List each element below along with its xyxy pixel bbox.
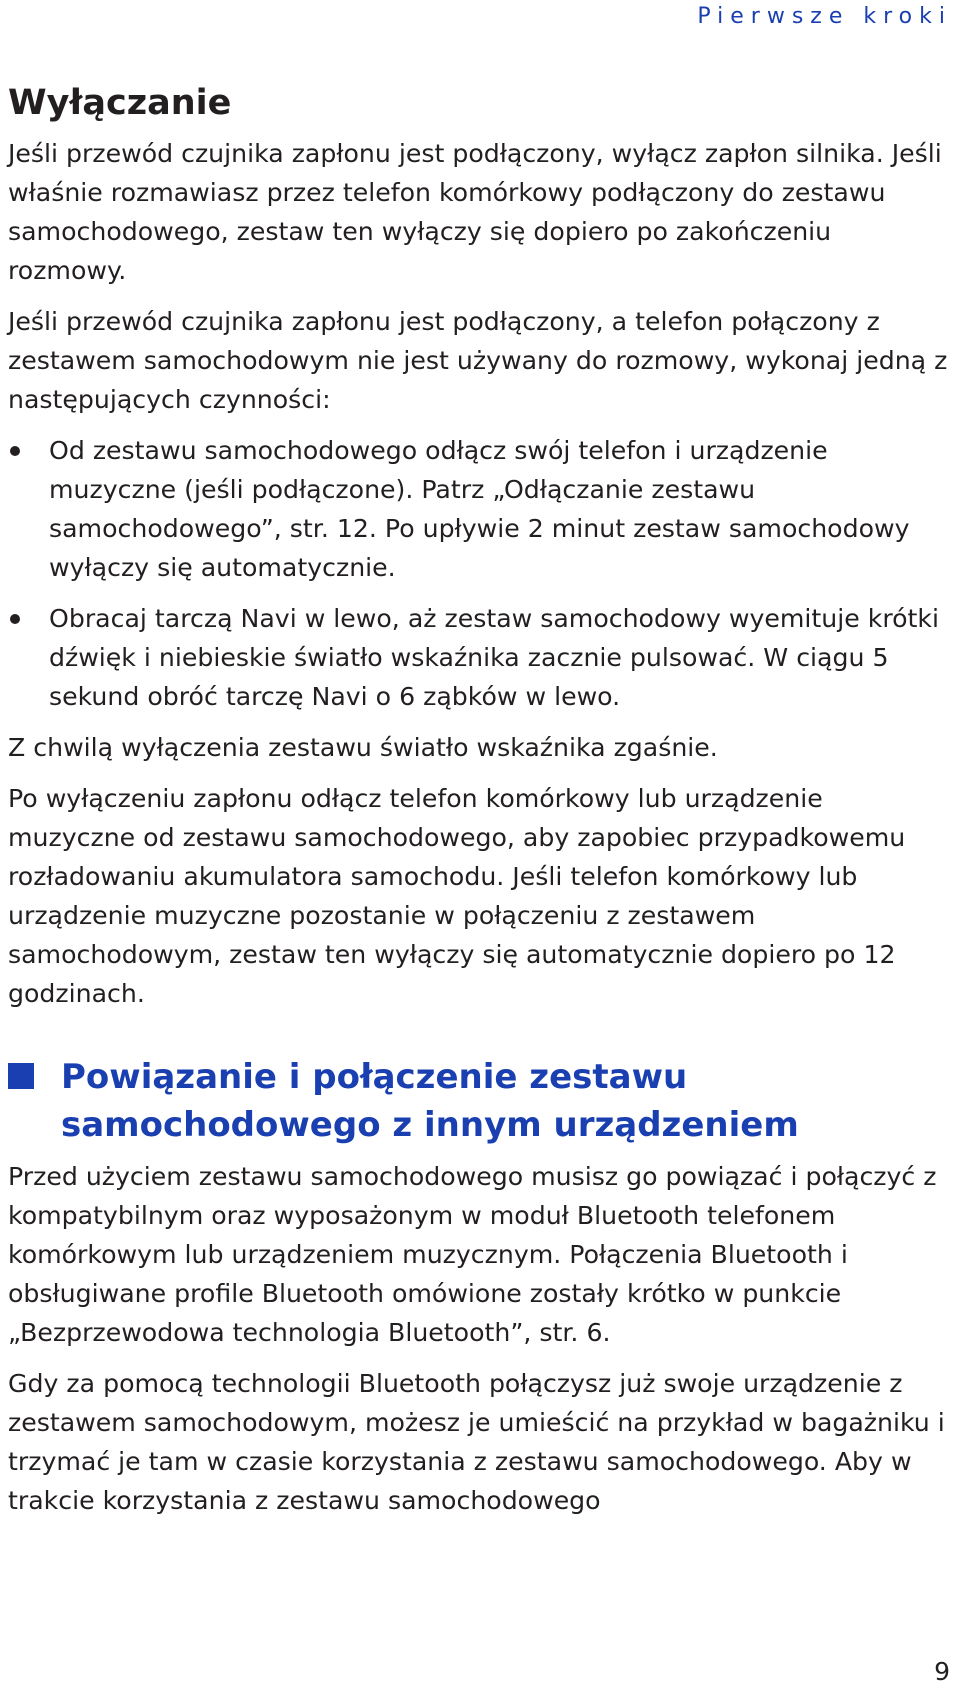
paragraph-disconnect-advice: Po wyłączeniu zapłonu odłącz telefon komórkowy lub urządzenie muzyczne od zestawu samochodowego, aby zapobiec przypadkowemu rozładowaniu akumulatora samochodu. Jeśli telefon komórkowy lub urządzenie muzyczne pozostanie w połączeniu z zestawem samochodowym, zestaw ten wyłączy się automatycznie dopiero po 12 godzinach. bbox=[8, 784, 906, 1008]
list-item-text: Od zestawu samochodowego odłącz swój telefon i urządzenie muzyczne (jeśli podłączone). Patrz „Odłączanie zestawu samochodowego”, str. 12. Po upływie 2 minut zestaw samochodowy wyłączy się automatycznie. bbox=[49, 436, 910, 582]
paragraph-pairing-usage: Gdy za pomocą technologii Bluetooth połączysz już swoje urządzenie z zestawem samochodowym, możesz je umieścić na przykład w bagażniku i trzymać je tam w czasie korzystania z zestawu samochodowego. Aby w trakcie korzystania z zestawu samochodowego bbox=[8, 1369, 945, 1515]
section-heading-text: Powiązanie i połączenie zestawu samochodowego z innym urządzeniem bbox=[61, 1057, 799, 1145]
list-item bbox=[8, 599, 954, 716]
section-heading-pairing bbox=[8, 1053, 954, 1149]
list-item bbox=[8, 431, 954, 587]
list-item-text: Obracaj tarczą Navi w lewo, aż zestaw samochodowy wyemituje krótki dźwięk i niebieskie światło wskaźnika zacznie pulsować. W ciągu 5 sekund obróć tarczę Navi o 6 ząbków w lewo. bbox=[49, 604, 940, 711]
section-title-wylaczanie: Wyłączanie bbox=[8, 83, 232, 123]
page-content bbox=[8, 82, 954, 1532]
paragraph-pairing-intro: Przed użyciem zestawu samochodowego musisz go powiązać i połączyć z kompatybilnym oraz wyposażonym w moduł Bluetooth telefonem komórkowym lub urządzeniem muzycznym. Połączenia Bluetooth i obsługiwane profile Bluetooth omówione zostały krótko w punkcie „Bezprzewodowa technologia Bluetooth”, str. 6. bbox=[8, 1162, 937, 1347]
page-number: 9 bbox=[934, 1657, 950, 1686]
bullet-icon bbox=[10, 614, 20, 624]
paragraph-ignition-off: Jeśli przewód czujnika zapłonu jest podłączony, wyłącz zapłon silnika. Jeśli właśnie rozmawiasz przez telefon komórkowy podłączony do zestawu samochodowego, zestaw ten wyłączy się dopiero po zakończeniu rozmowy. bbox=[8, 139, 942, 285]
running-header: Pierwsze kroki bbox=[697, 4, 952, 29]
bullet-icon bbox=[10, 446, 20, 456]
paragraph-indicator-off: Z chwilą wyłączenia zestawu światło wskaźnika zgaśnie. bbox=[8, 733, 718, 762]
paragraph-ignition-connected: Jeśli przewód czujnika zapłonu jest podłączony, a telefon połączony z zestawem samochodowym nie jest używany do rozmowy, wykonaj jedną z następujących czynności: bbox=[8, 307, 948, 414]
section-square-icon bbox=[8, 1063, 34, 1089]
bullet-list bbox=[8, 431, 954, 716]
